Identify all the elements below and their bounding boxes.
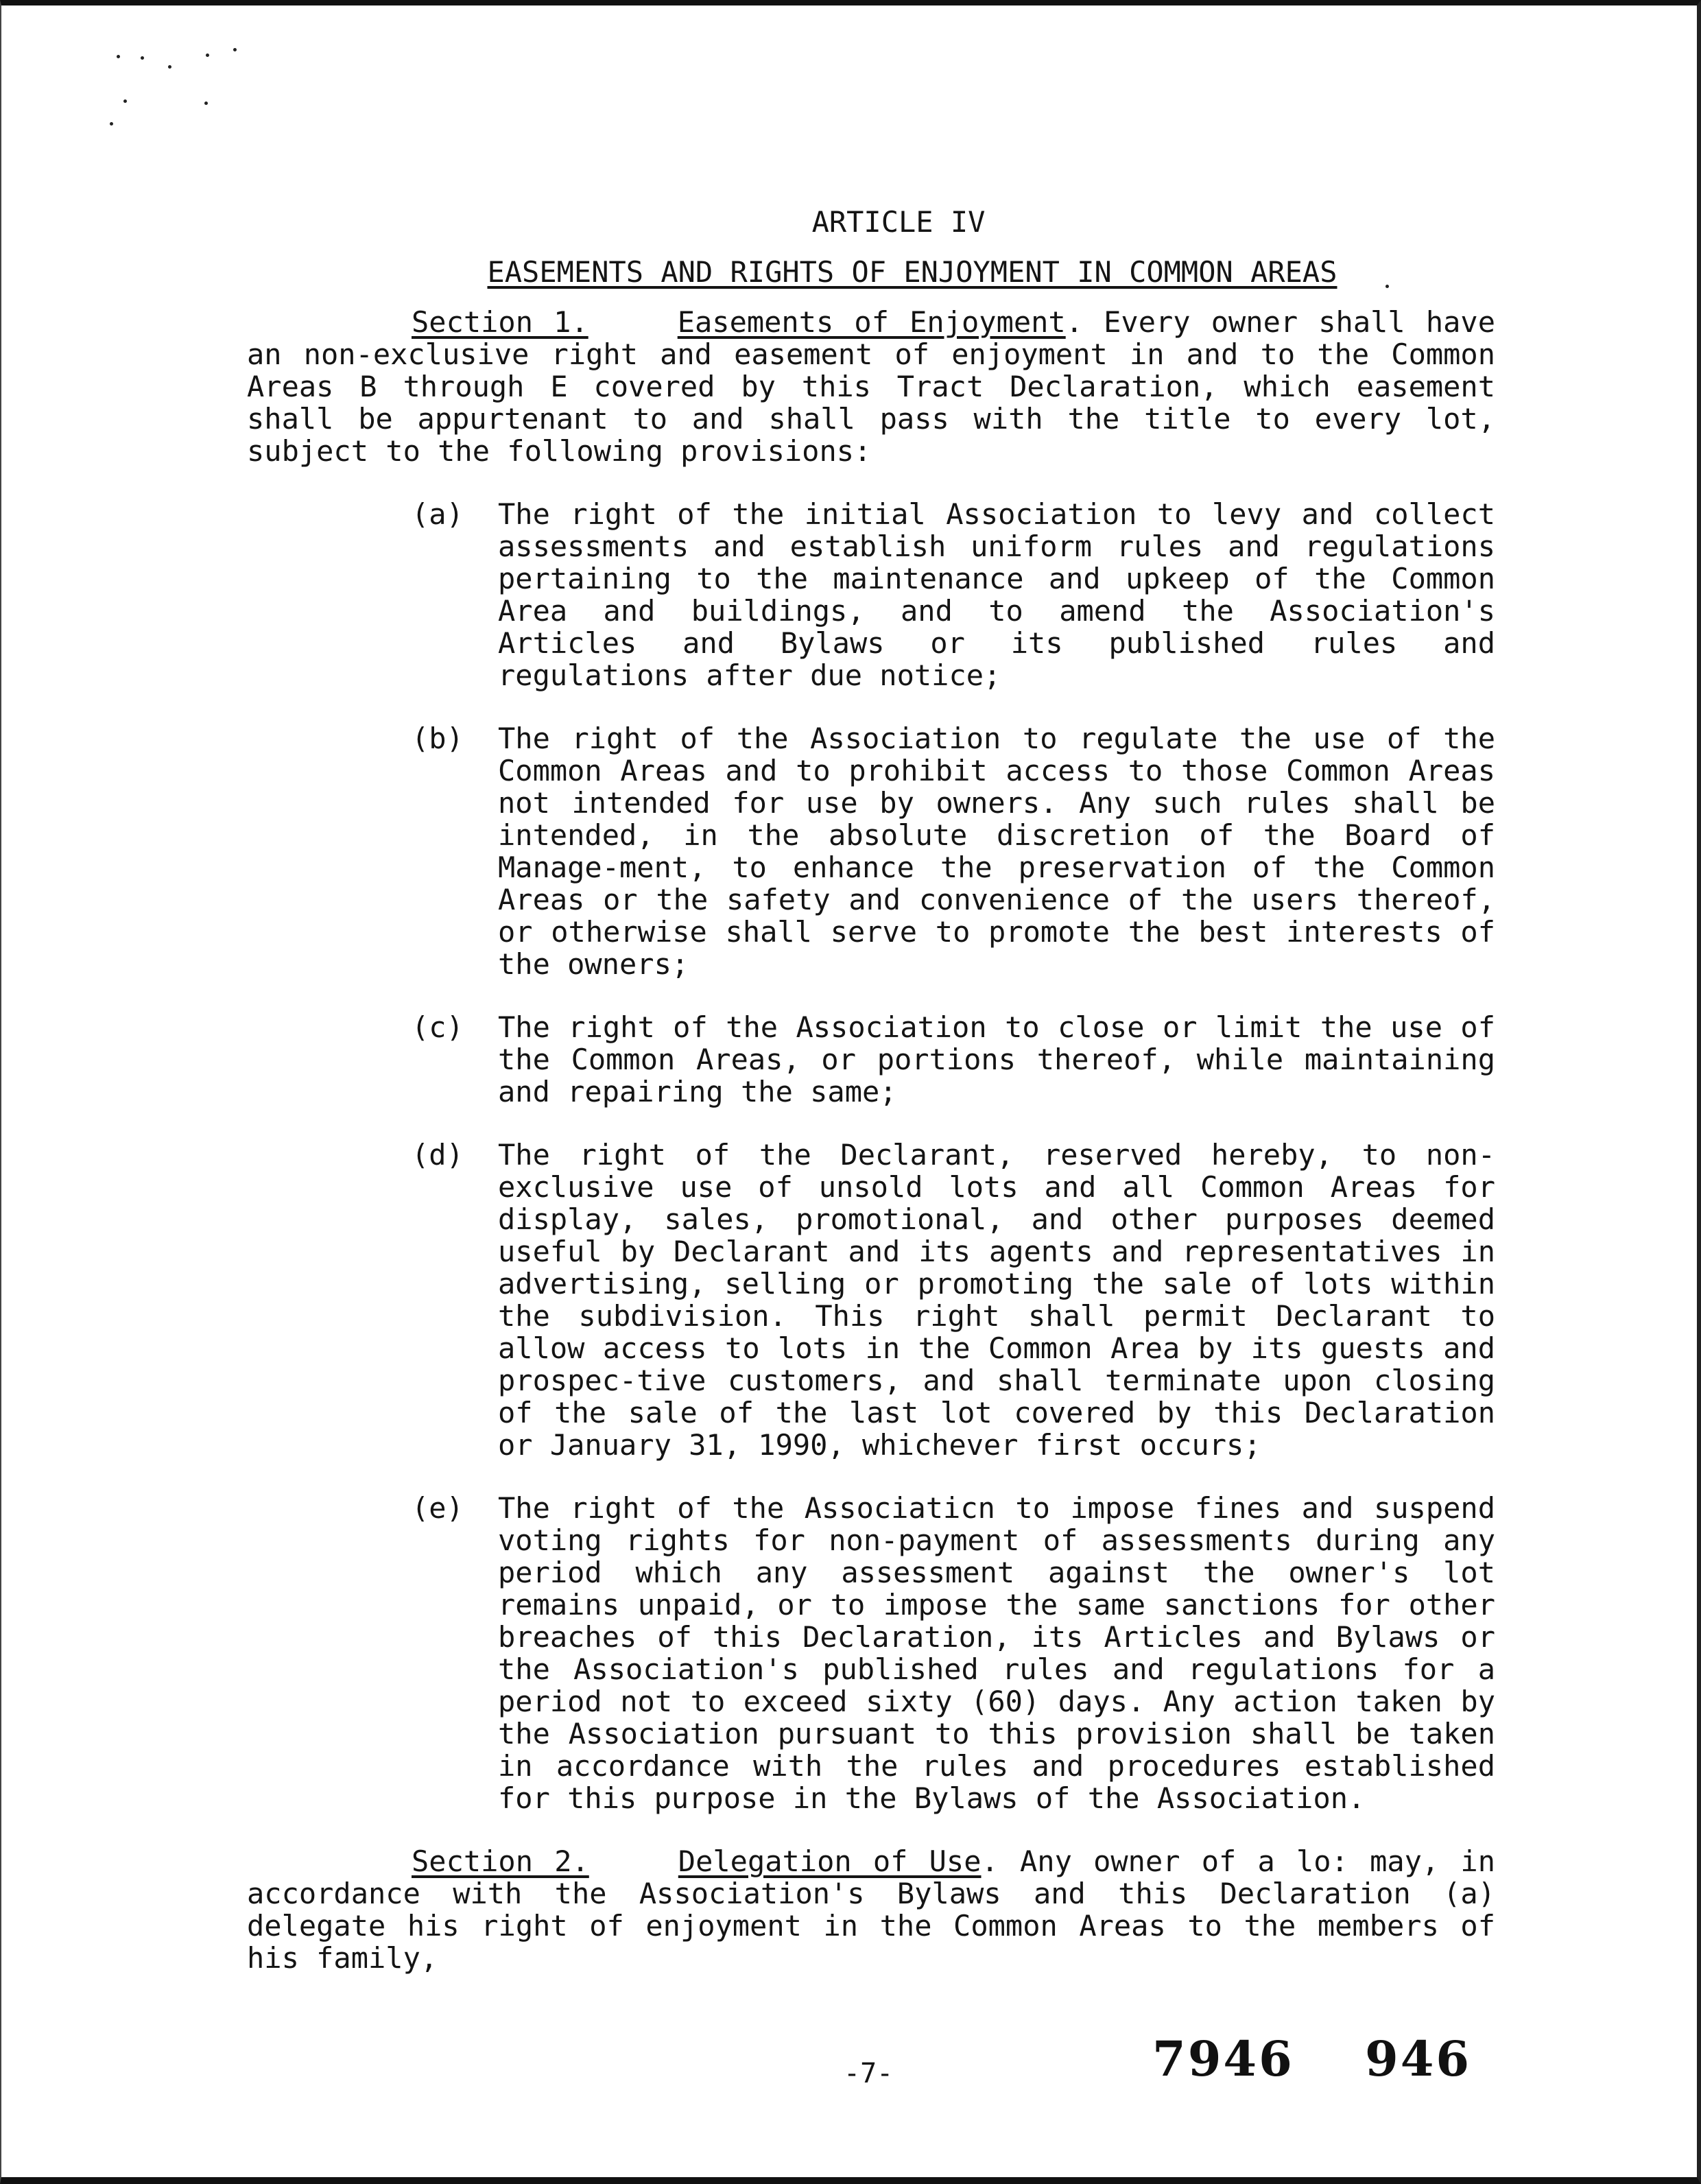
provision-d	[412, 1139, 1495, 1461]
provision-text: The right of the initial Association to levy and collect assessments and establish uniform rules and regulations pertaining to the maintenance and upkeep of the Common Area and buildings, and to amend the Association's Articles and Bylaws or its published rules and regulations after due notice;	[498, 497, 1495, 692]
provision-c	[412, 1011, 1495, 1108]
article-heading: ARTICLE IV	[811, 205, 986, 239]
provision-text: The right of the Associaticn to impose fines and suspend voting rights for non-payment of assessments during any period which any assessment against the owner's lot remains unpaid, or to impose the same sanctions for other breaches of this Declaration, its Articles and Bylaws or the Association's published rules and regulations for a period not to exceed sixty (60) days. Any action taken by the Association pursuant to this provision shall be taken in accordance with the rules and procedures established for this purpose in the Bylaws of the Association.	[498, 1491, 1495, 1815]
scan-speck	[233, 48, 237, 51]
scan-speck	[123, 99, 127, 103]
provision-text: The right of the Association to close or limit the use of the Common Areas, or portions thereof, while maintaining and repairing the same;	[498, 1010, 1495, 1108]
article-title-text: EASEMENTS AND RIGHTS OF ENJOYMENT IN COMMON AREAS	[487, 255, 1337, 289]
section-1-label: Section 1.	[412, 305, 588, 339]
provision-e	[412, 1492, 1495, 1814]
section-2	[247, 1845, 1495, 1974]
provision-b	[412, 722, 1495, 980]
scan-speck	[110, 122, 113, 126]
section-2-label: Section 2.	[412, 1844, 589, 1878]
recording-stamp-page: 946	[1365, 2030, 1472, 2087]
section-1	[247, 306, 1495, 467]
scan-speck	[117, 55, 120, 58]
recording-stamp-book: 7946	[1152, 2030, 1294, 2087]
page-number: -7-	[844, 2058, 894, 2089]
section-2-text: . Any owner of a lo: may, in accordance with the Association's Bylaws and this Declaration (a) delegate his right of enjoyment in the Common Areas to the members of his family,	[247, 1844, 1495, 1975]
section-2-heading: Delegation of Use	[678, 1844, 982, 1878]
provision-text: The right of the Association to regulate the use of the Common Areas and to prohibit access to those Common Areas not intended for use by owners. Any such rules shall be intended, in the absolute discretion of the Board of Manage-ment, to enhance the preservation of the Common Areas or the safety and convenience of the users thereof, or otherwise shall serve to promote the best interests of the owners;	[498, 722, 1495, 981]
provision-a	[412, 498, 1495, 691]
provision-label: (a)	[412, 497, 464, 531]
provision-label: (d)	[412, 1138, 464, 1172]
provision-label: (c)	[412, 1010, 464, 1044]
provision-text: The right of the Declarant, reserved hereby, to non-exclusive use of unsold lots and all Common Areas for display, sales, promotional, and other purposes deemed useful by Declarant and its agents and representatives in advertising, selling or promoting the sale of lots within the subdivision. This right shall permit Declarant to allow access to lots in the Common Area by its guests and prospec-tive customers, and shall terminate upon closing of the sale of the last lot covered by this Declaration or January 31, 1990, whichever first occurs;	[498, 1138, 1495, 1462]
scan-speck	[206, 54, 209, 57]
provision-label: (b)	[412, 722, 464, 755]
scan-speck	[168, 65, 171, 69]
article-title	[247, 256, 1495, 288]
section-1-heading: Easements of Enjoyment	[677, 305, 1066, 339]
document-body	[247, 206, 1495, 2005]
scan-speck	[204, 102, 208, 105]
provision-label: (e)	[412, 1491, 464, 1525]
section-1-text: . Every owner shall have an non-exclusive right and easement of enjoyment in and to the Common Areas B through E covered by this Tract Declaration, which easement shall be appurtenant to and shall pass with the title to every lot, subject to the following provisions:	[247, 305, 1495, 468]
provisions-list	[247, 498, 1495, 1814]
scan-speck	[141, 56, 144, 60]
